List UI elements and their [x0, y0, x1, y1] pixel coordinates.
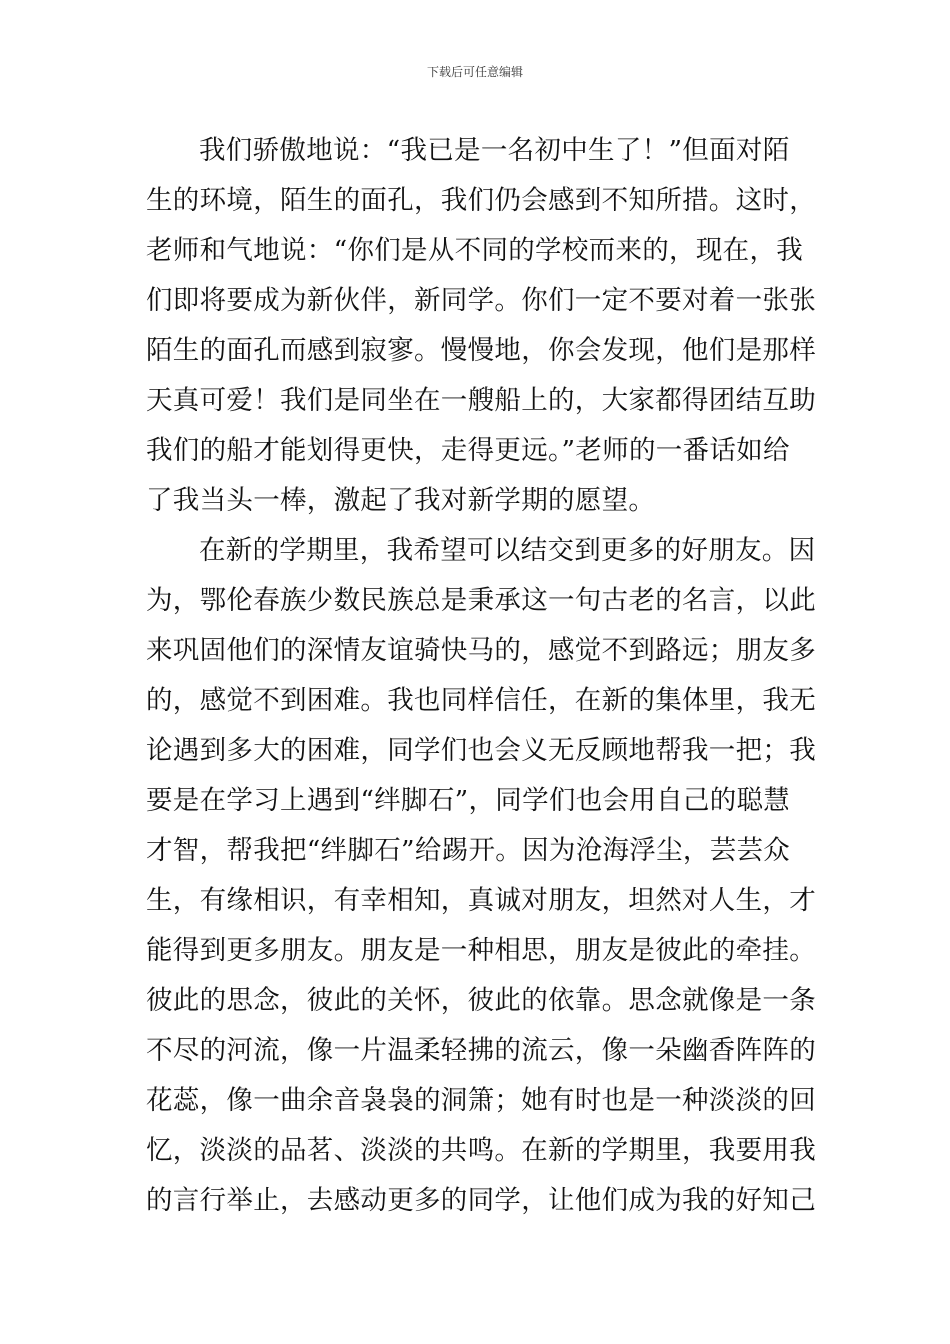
text-line-21: 忆，淡淡的品茗、淡淡的共鸣。在新的学期里，我要用我 [146, 1135, 816, 1166]
text-line-6: 天真可爱！我们是同坐在一艘船上的，大家都得团结互助 [146, 385, 816, 416]
text-line-5: 陌生的面孔而感到寂寥。慢慢地，你会发现，他们是那样 [146, 335, 816, 366]
text-line-10: 为，鄂伦春族少数民族总是秉承这一句古老的名言，以此 [146, 585, 816, 616]
text-line-18: 彼此的思念，彼此的关怀，彼此的依靠。思念就像是一条 [146, 985, 816, 1016]
text-line-1: 我们骄傲地说：“我已是一名初中生了！”但面对陌 [199, 135, 790, 166]
text-line-13: 论遇到多大的困难，同学们也会义无反顾地帮我一把；我 [146, 735, 816, 766]
text-line-16: 生，有缘相识，有幸相知，真诚对朋友，坦然对人生，才 [146, 885, 816, 916]
text-line-14: 要是在学习上遇到“绊脚石”，同学们也会用自己的聪慧 [146, 785, 791, 816]
text-line-20: 花蕊，像一曲余音袅袅的洞箫；她有时也是一种淡淡的回 [146, 1085, 816, 1116]
text-line-17: 能得到更多朋友。朋友是一种相思，朋友是彼此的牵挂。 [146, 935, 816, 966]
text-line-2: 生的环境，陌生的面孔，我们仍会感到不知所措。这时， [146, 185, 816, 216]
document-body [146, 126, 816, 1226]
text-line-8: 了我当头一棒，激起了我对新学期的愿望。 [146, 485, 656, 516]
text-line-7: 我们的船才能划得更快，走得更远。”老师的一番话如给 [146, 435, 790, 466]
text-line-22: 的言行举止，去感动更多的同学，让他们成为我的好知己 [146, 1185, 816, 1216]
page-header: 下载后可任意编辑 [426, 65, 523, 79]
text-line-15: 才智，帮我把“绊脚石”给踢开。因为沧海浮尘，芸芸众 [146, 835, 791, 866]
text-line-3: 老师和气地说：“你们是从不同的学校而来的，现在，我 [146, 235, 804, 266]
text-line-11: 来巩固他们的深情友谊骑快马的，感觉不到路远；朋友多 [146, 635, 816, 666]
text-line-4: 们即将要成为新伙伴，新同学。你们一定不要对着一张张 [146, 285, 816, 316]
text-line-9: 在新的学期里，我希望可以结交到更多的好朋友。因 [199, 535, 816, 566]
text-line-19: 不尽的河流，像一片温柔轻拂的流云，像一朵幽香阵阵的 [146, 1035, 816, 1066]
text-line-12: 的，感觉不到困难。我也同样信任，在新的集体里，我无 [146, 685, 816, 716]
